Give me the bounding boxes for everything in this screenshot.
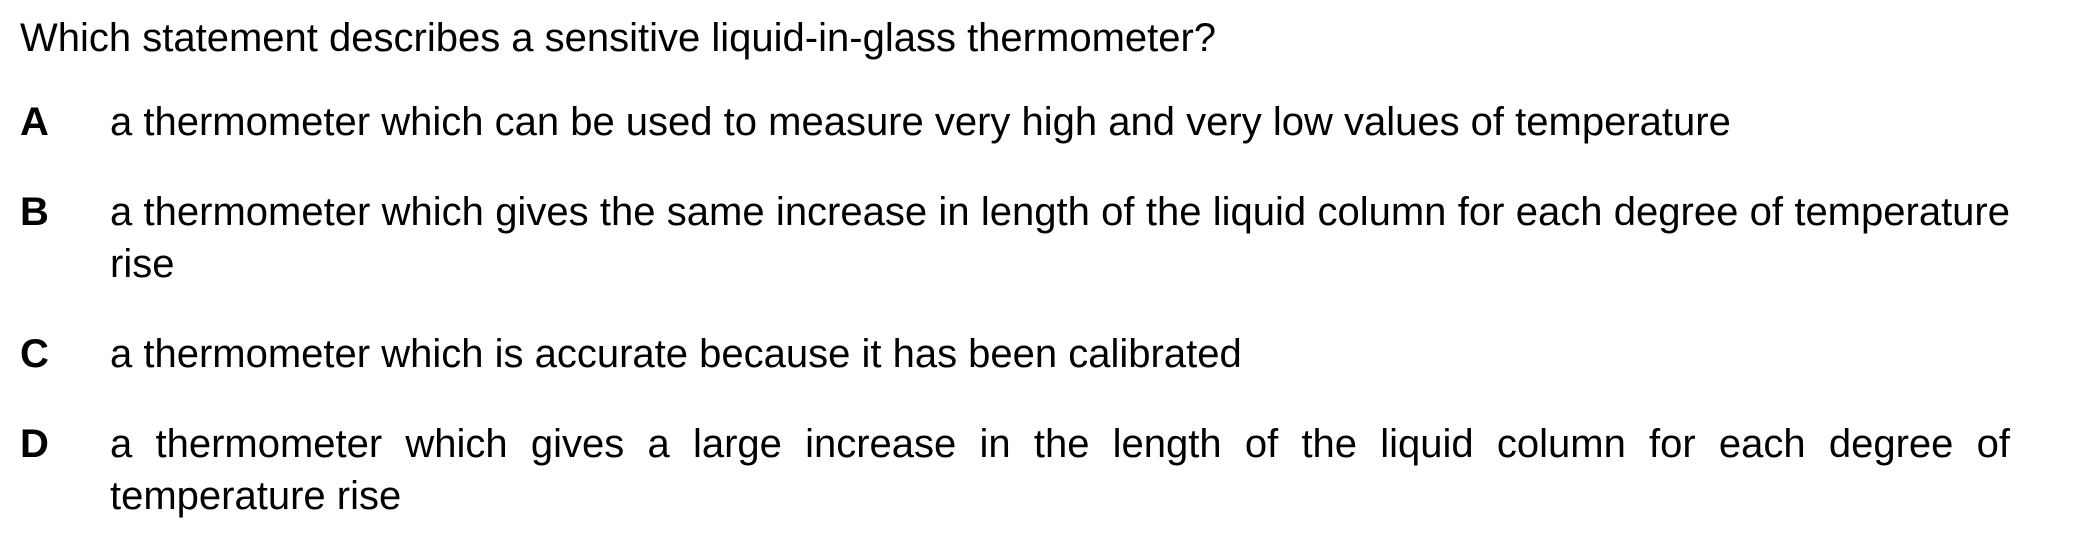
question-block	[20, 10, 2010, 522]
option-c[interactable]	[20, 328, 2010, 380]
option-c-text: a thermometer which is accurate because it has been calibrated	[110, 332, 1242, 376]
option-c-letter: C	[20, 332, 49, 376]
option-a[interactable]	[20, 96, 2010, 148]
option-b-text: a thermometer which gives the same increase in length of the liquid column for each degree of temperature rise	[110, 190, 2010, 286]
option-b[interactable]	[20, 186, 2010, 290]
option-d-letter: D	[20, 422, 49, 466]
option-b-letter: B	[20, 190, 49, 234]
question-stem: Which statement describes a sensitive liquid-in-glass thermometer?	[20, 16, 1217, 60]
option-d[interactable]	[20, 418, 2010, 522]
option-a-letter: A	[20, 100, 49, 144]
option-a-text: a thermometer which can be used to measure very high and very low values of temperature	[110, 100, 1731, 144]
option-d-text: a thermometer which gives a large increase in the length of the liquid column for each degree of temperature rise	[110, 422, 2010, 518]
answer-options	[20, 96, 2010, 522]
